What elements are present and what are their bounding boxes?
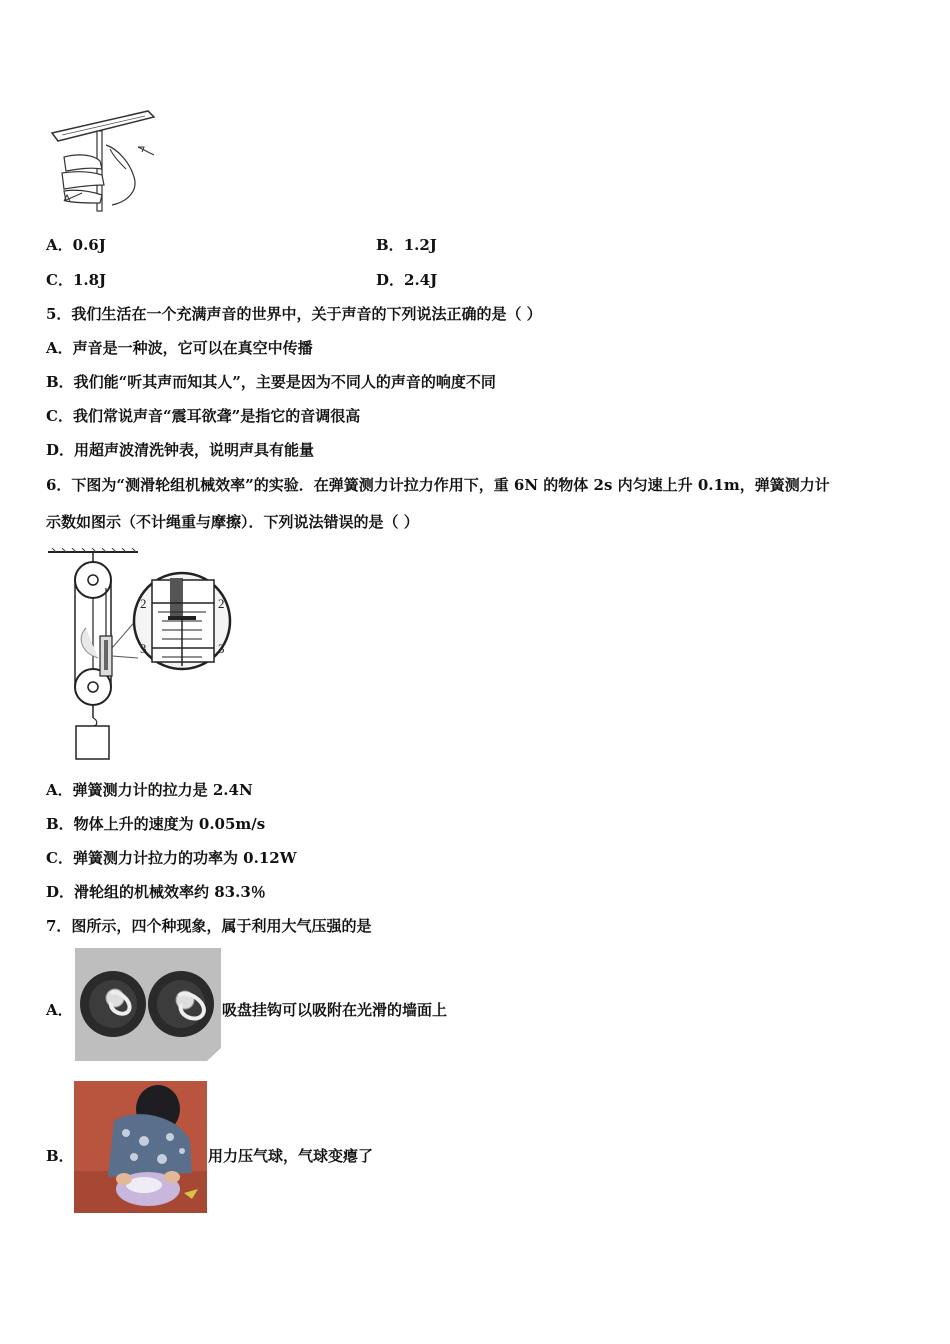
option-text: 0.6J xyxy=(72,236,106,254)
q6-stem-line2: 示数如图示（不计绳重与摩擦）．下列说法错误的是（ ） xyxy=(46,513,419,531)
child-pressing-balloon-photo xyxy=(74,1081,207,1213)
suction-cup-hooks-photo xyxy=(75,948,221,1061)
q7-option-b-text: 用力压气球，气球变瘪了 xyxy=(208,1147,374,1165)
q6-option-b: B．物体上升的速度为 0.05m/s xyxy=(46,815,266,833)
option-text: 1.8J xyxy=(72,271,107,289)
scale-label-2-left: 2 xyxy=(140,596,147,611)
option-label: A． xyxy=(46,236,73,254)
q6-option-a: A．弹簧测力计的拉力是 2.4N xyxy=(46,781,253,799)
q4-option-b xyxy=(376,235,437,255)
scale-label-2-right: 2 xyxy=(218,596,225,611)
option-text: 2.4J xyxy=(404,271,438,289)
q5-option-b: B．我们能“听其声而知其人”，主要是因为不同人的声音的响度不同 xyxy=(46,373,496,391)
q5-option-a: A．声音是一种波，它可以在真空中传播 xyxy=(46,339,313,357)
q6-option-c: C．弹簧测力计拉力的功率为 0.12W xyxy=(46,849,297,867)
option-label: B． xyxy=(376,236,404,254)
scale-label-3-left: 3 xyxy=(140,641,147,656)
scale-label-3-right: 3 xyxy=(218,641,225,656)
pulley-system-figure xyxy=(46,548,236,763)
q7-option-a-label: A． xyxy=(46,1001,73,1019)
q7-option-a-text: 吸盘挂钩可以吸附在光滑的墙面上 xyxy=(222,1001,448,1019)
q4-option-a xyxy=(46,235,106,255)
q5-option-d: D．用超声波清洗钟表，说明声具有能量 xyxy=(46,441,315,459)
q4-option-d xyxy=(376,270,437,290)
q7-stem: 7．图所示，四个种现象，属于利用大气压强的是 xyxy=(46,917,372,935)
option-label: C． xyxy=(46,271,73,289)
q4-option-c xyxy=(46,270,106,290)
q6-option-d: D．滑轮组的机械效率约 83.3％ xyxy=(46,883,266,901)
q6-stem-line1: 6．下图为“测滑轮组机械效率”的实验．在弹簧测力计拉力作用下，重 6N 的物体 2s 内匀速上升 0.1m，弹簧测力计 xyxy=(46,476,830,494)
q7-option-b-label: B． xyxy=(46,1147,74,1165)
q5-stem: 5．我们生活在一个充满声音的世界中，关于声音的下列说法正确的是（ ） xyxy=(46,305,542,323)
option-label: D． xyxy=(376,271,405,289)
q5-option-c: C．我们常说声音“震耳欲聋”是指它的音调很高 xyxy=(46,407,361,425)
ruler-and-hands-figure xyxy=(50,105,165,215)
option-text: 1.2J xyxy=(403,236,437,254)
